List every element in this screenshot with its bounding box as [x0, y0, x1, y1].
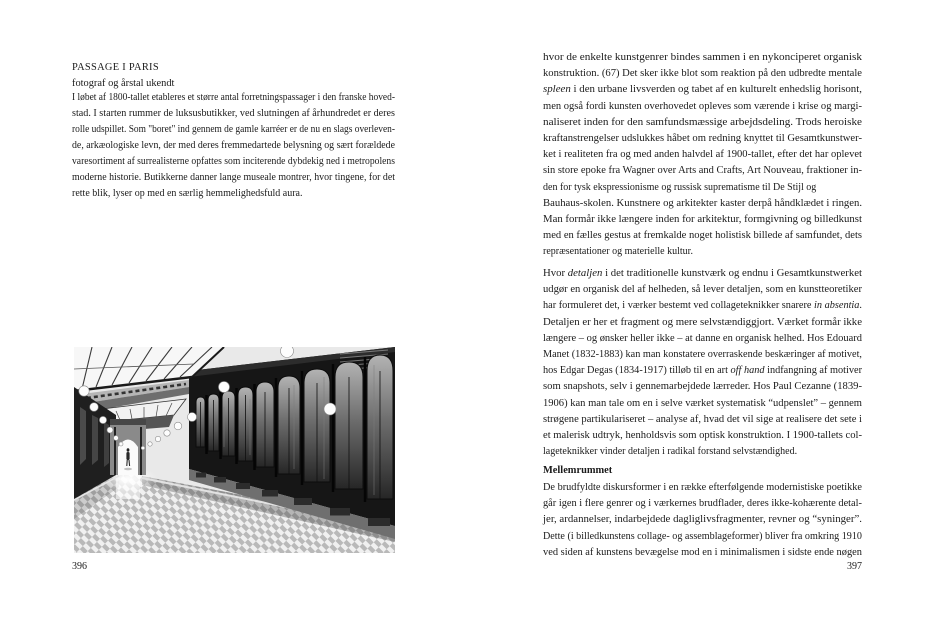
passage-photo-image — [74, 347, 395, 553]
left-page-header — [72, 60, 174, 91]
page-number-right: 397 — [847, 561, 862, 572]
passage-photo-svg — [74, 347, 395, 553]
body-paragraph-1: hvor de enkelte kunstgenrer bindes sammen i en nykonciperet organisk konstruktion. (67) Det sker ikke blot som reaktion på den udbredte mentale spleen i den urbane livsverden og tabet af en kulturelt enhedslig horisont, men også fordi kunsten overhovedet opleves som værende i krise og margi- naliseret inden for den samfundsmæssige arbejdsdeling. Trods heroiske kraftanstrengelser udslukkes håbet om redning knyttet til Gesamtkunstwer- ket i realiteten fra og med anden halvdel af 1900-tallet, efter det har oplevet sin store epoke fra Wagner over Arts and Crafts, Art Nouveau, fraktioner in- den for tysk ekspressionisme og russisk suprematisme til De Stijl og Bauhaus-skolen. Kunstnere og arkitekter kaster derpå håndklædet i ringen. Man formår ikke længere inden for arkitektur, formgivning og billedkunst med en fælles gestus at fremkalde noget holistisk billede af samfundet, dets repræsentationer og materielle kultur. — [543, 52, 862, 258]
body-paragraph-2: Hvor detaljen i det traditionelle kunstværk og endnu i Gesamtkunstwerket udgør en organisk del af helheden, så lever detaljen, som en kunstteoretiker har formuleret det, i værker bestemt ved collageteknikker snarere in absentia. Detaljen er her et fragment og mere selvstændiggjort. Værket formår ikke længere – og ønsker heller ikke – at danne en organisk helhed. Hos Edouard Manet (1832-1883) kan man konstatere overraskende beskæringer af motivet, hos Edgar Degas (1834-1917) tilløb til en art off hand indfangning af motiver som snapshots, selv i gennemarbejdede lærreder. Hos Paul Cezanne (1839- 1906) kan man tale om en i selve værket systematisk “udpenslet” – gennem strøgene partikulariseret – analyse af, hvad det vil sige at realisere det sete i et malerisk udtryk, henholdsvis som optisk konstruktion. I 1900-tallets col- lageteknikker vinder detaljen i radikal forstand selvstændighed. — [543, 268, 862, 458]
intro-paragraph: I løbet af 1800-tallet etableres et større antal forretningspassager i den franske hoved- stad. I starten rummer de luksusbutikker, ved slutningen af århundredet er deres rolle udspillet. Som "boret" ind gennem de gamle karréer er de nu en slags overleven- de, arkæologiske levn, der med deres fremmedartede belysning og sært forældede varesortiment af surrealisterne opfattes som inciterende dybdekig ned i metropolens moderne historie. Butikkerne danner lange museale montrer, hvor tingene, for det rette blik, lyser op med en særlig hemmelighedsfuld aura. — [72, 92, 395, 199]
page-number-left: 396 — [72, 561, 87, 572]
body-paragraph-3: De brudfyldte diskursformer i en række efterfølgende modernistiske poetikke går igen i flere genrer og i værkernes brudflader, deres ikke-kohærente detal- jer, ardannelser, indarbejdede dagliglivsfragmenter, revner og “syninger”. Dette (i billedkunstens collage- og assemblageformer) bliver fra omkring 1910 ved siden af kunstens bevægelse mod en i minimalismen i sidste ende nøgen — [543, 482, 862, 558]
end-arch — [110, 419, 146, 475]
section-heading-mellemrummet: Mellemrummet — [543, 465, 613, 476]
passage-title: PASSAGE I PARIS — [72, 62, 159, 73]
passage-subtitle: fotograf og årstal ukendt — [72, 77, 175, 89]
